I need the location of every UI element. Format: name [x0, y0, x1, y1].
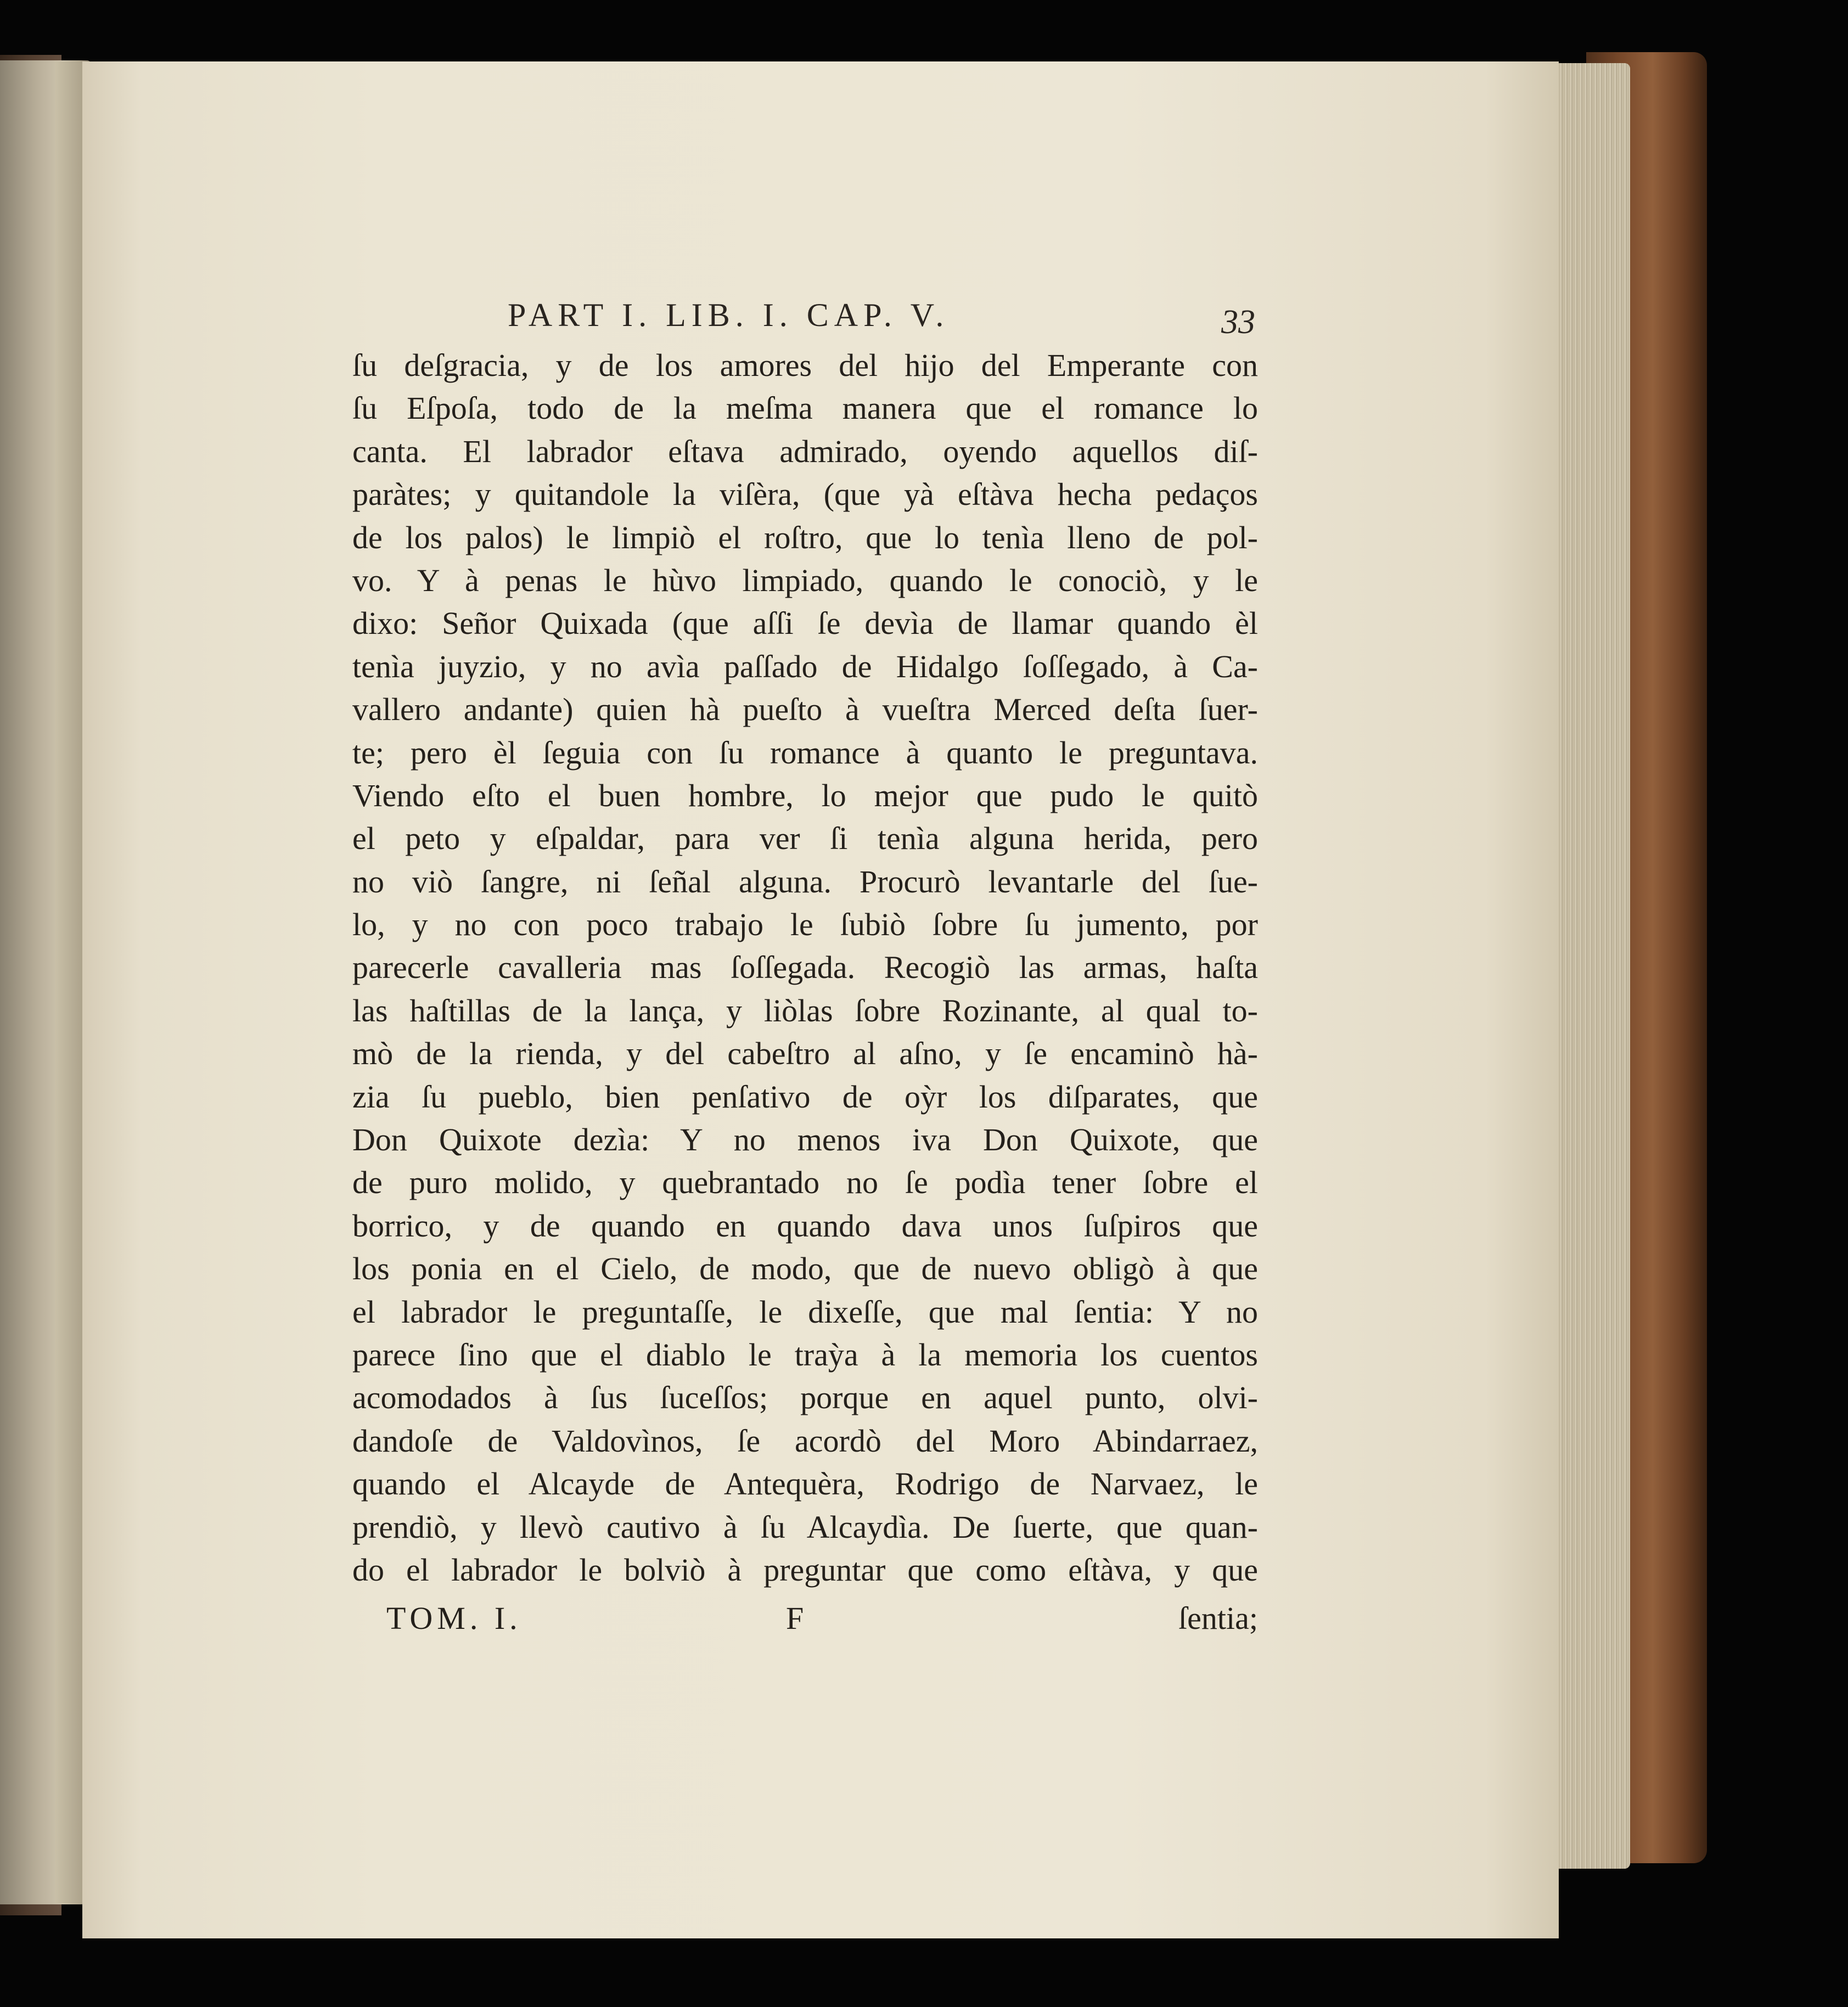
text-line: no viò ſangre, ni ſeñal alguna. Procurò levantarle del ſue-	[352, 863, 1258, 900]
text-line: mò de la rienda, y del cabeſtro al aſno, y ſe encaminò hà-	[352, 1036, 1258, 1072]
text-line: te; pero èl ſeguia con ſu romance à quanto le preguntava.	[352, 734, 1258, 771]
text-line: parece ſino que el diablo le traỳa à la memoria los cuentos	[352, 1336, 1258, 1373]
text-line: tenìa juyzio, y no avìa paſſado de Hidalgo ſoſſegado, à Ca-	[352, 648, 1258, 684]
page-block-edge	[1548, 63, 1630, 1869]
text-line: Don Quixote dezìa: Y no menos iva Don Quixote, que	[352, 1122, 1258, 1158]
running-head	[82, 296, 1559, 340]
text-line: dixo: Señor Quixada (que aſſi ſe devìa de llamar quando èl	[352, 605, 1258, 642]
text-line: ſu Eſpoſa, todo de la meſma manera que el romance lo	[352, 390, 1258, 426]
text-line: los ponia en el Cielo, de modo, que de nuevo obligò à que	[352, 1251, 1258, 1287]
text-line: canta. El labrador eſtava admirado, oyendo aquellos diſ-	[352, 433, 1258, 469]
text-line: de los palos) le limpiò el roſtro, que lo tenìa lleno de pol-	[352, 519, 1258, 555]
catchword: ſentia;	[1178, 1600, 1258, 1636]
text-line: vo. Y à penas le hùvo limpiado, quando le conociò, y le	[352, 562, 1258, 598]
text-line: acomodados à ſus ſuceſſos; porque en aquel punto, olvi-	[352, 1380, 1258, 1416]
text-line: el labrador le preguntaſſe, le dixeſſe, que mal ſentia: Y no	[352, 1294, 1258, 1330]
book-page	[82, 61, 1559, 1938]
text-line: zia ſu pueblo, bien penſativo de oỳr los diſparates, que	[352, 1078, 1258, 1115]
text-line: vallero andante) quien hà pueſto à vueſtra Merced deſta ſuer-	[352, 692, 1258, 728]
text-line: quando el Alcayde de Antequèra, Rodrigo de Narvaez, le	[352, 1466, 1258, 1502]
text-line: las haſtillas de la lança, y liòlas ſobre Rozinante, al qual to-	[352, 992, 1258, 1028]
text-line: de puro molido, y quebrantado no ſe podìa tener ſobre el	[352, 1165, 1258, 1201]
volume-mark: TOM. I.	[386, 1600, 522, 1636]
text-line: Viendo eſto el buen hombre, lo mejor que pudo le quitò	[352, 777, 1258, 813]
page-number: 33	[1221, 303, 1255, 341]
text-line: parecerle cavalleria mas ſoſſegada. Recogiò las armas, haſta	[352, 949, 1258, 986]
text-line: paràtes; y quitandole la viſèra, (que yà eſtàva hecha pedaços	[352, 476, 1258, 513]
text-line: prendiò, y llevò cautivo à ſu Alcaydìa. De ſuerte, que quan-	[352, 1509, 1258, 1545]
text-line: lo, y no con poco trabajo le ſubiò ſobre ſu jumento, por	[352, 907, 1258, 943]
text-line: el peto y eſpaldar, para ver ſi tenìa alguna herida, pero	[352, 820, 1258, 857]
text-line: do el labrador le bolviò à preguntar que como eſtàva, y que	[352, 1551, 1258, 1588]
signature-mark: F	[786, 1600, 804, 1636]
text-line: borrico, y de quando en quando dava unos ſuſpiros que	[352, 1207, 1258, 1244]
page-footer	[352, 1600, 1258, 1644]
running-title: PART I. LIB. I. CAP. V.	[508, 297, 950, 333]
body-text	[352, 344, 1258, 1592]
text-line: ſu deſgracia, y de los amores del hijo del Emperante con	[352, 347, 1258, 383]
text-line: dandoſe de Valdovìnos, ſe acordò del Moro Abindarraez,	[352, 1423, 1258, 1459]
